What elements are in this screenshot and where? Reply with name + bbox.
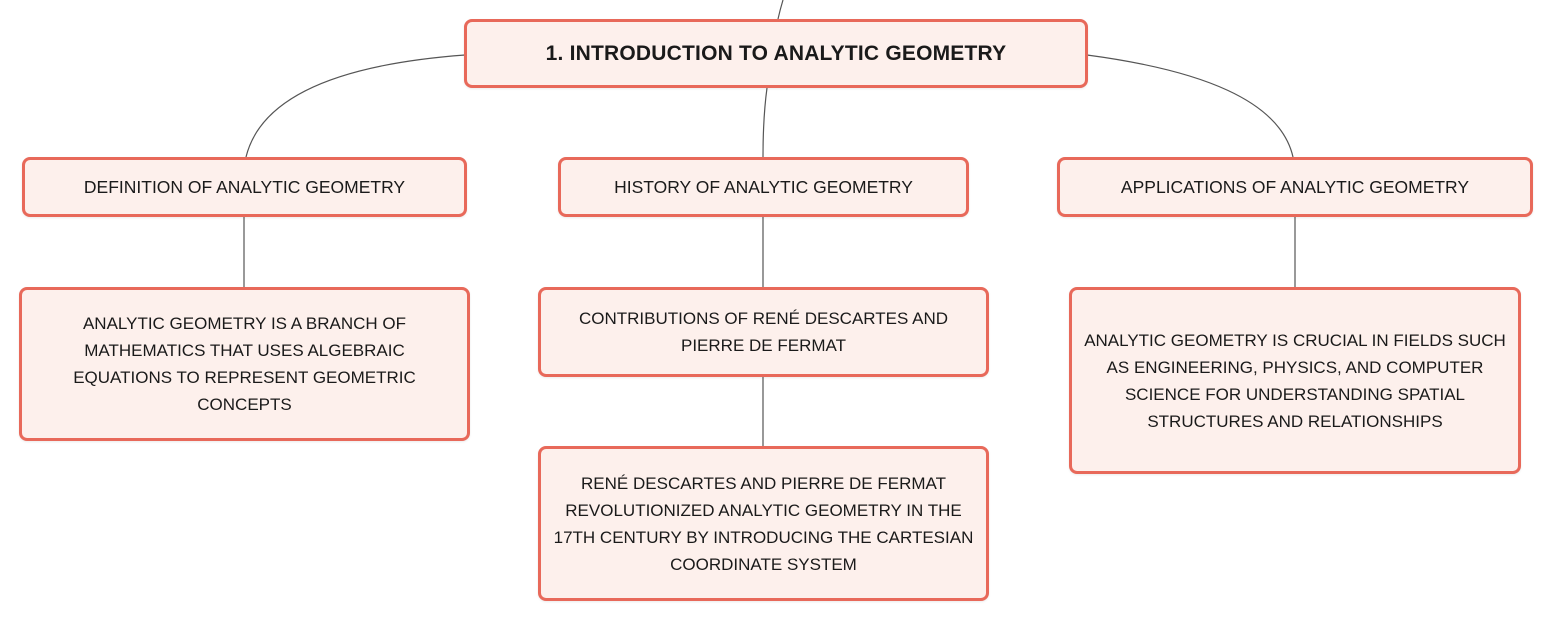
connector-root-to-definition	[246, 55, 465, 157]
detail-node-applications[interactable]	[1069, 287, 1521, 474]
detail-node-text: CONTRIBUTIONS OF RENÉ DESCARTES AND PIERRE DE FERMAT	[578, 309, 948, 355]
topic-node-history[interactable]	[558, 157, 969, 217]
detail-node-text: ANALYTIC GEOMETRY IS A BRANCH OF MATHEMATICS THAT USES ALGEBRAIC EQUATIONS TO REPRESENT GEOMETRIC CONCEPTS	[73, 314, 416, 414]
detail-node-definition[interactable]	[19, 287, 470, 441]
topic-node-applications[interactable]	[1057, 157, 1533, 217]
connector-root-to-history	[763, 88, 767, 157]
detail-node-revolution[interactable]	[538, 446, 989, 601]
detail-node-text: RENÉ DESCARTES AND PIERRE DE FERMAT REVOLUTIONIZED ANALYTIC GEOMETRY IN THE 17TH CENTURY BY INTRODUCING THE CARTESIAN COORDINATE SYSTEM	[553, 473, 974, 574]
connector-root-to-applications	[1087, 55, 1293, 157]
topic-node-definition[interactable]	[22, 157, 467, 217]
root-node[interactable]	[464, 19, 1088, 88]
detail-node-text: ANALYTIC GEOMETRY IS CRUCIAL IN FIELDS SUCH AS ENGINEERING, PHYSICS, AND COMPUTER SCIENCE FOR UNDERSTANDING SPATIAL STRUCTURES AND RELATIONSHIPS	[1084, 330, 1506, 431]
detail-node-contributions[interactable]	[538, 287, 989, 377]
topic-node-label: HISTORY OF ANALYTIC GEOMETRY	[614, 176, 913, 197]
root-node-label: 1. INTRODUCTION TO ANALYTIC GEOMETRY	[545, 42, 1007, 65]
connector-parent-to-root	[778, 0, 783, 19]
topic-node-label: DEFINITION OF ANALYTIC GEOMETRY	[83, 176, 406, 197]
topic-node-label: APPLICATIONS OF ANALYTIC GEOMETRY	[1120, 176, 1470, 197]
